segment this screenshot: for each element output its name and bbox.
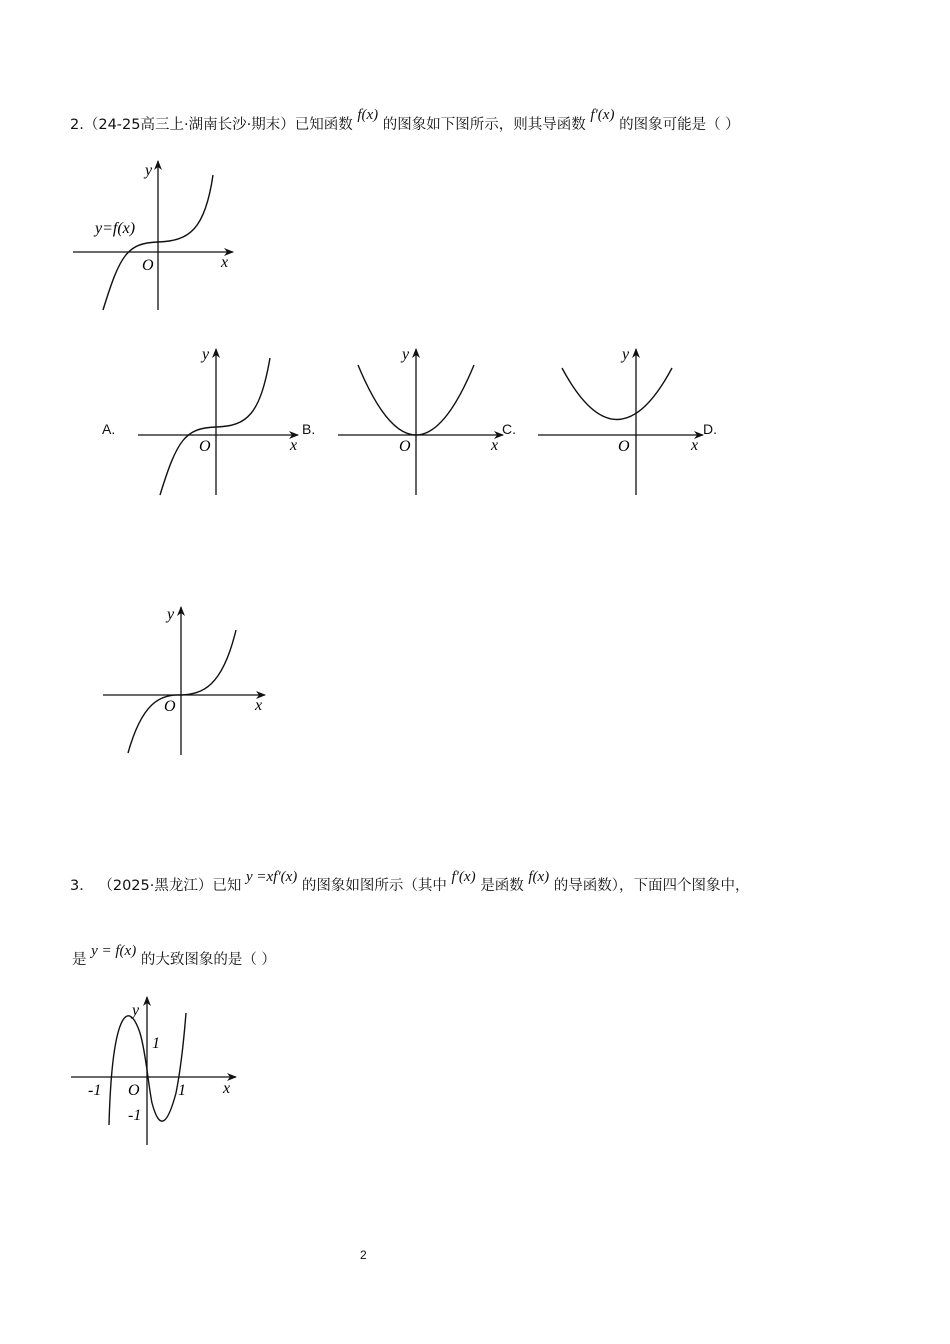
q3-text2: 的图象如图所示（其中 bbox=[301, 878, 447, 894]
q2-main-graph bbox=[65, 155, 245, 315]
origin-label: O bbox=[399, 438, 411, 455]
option-b-label[interactable]: B. bbox=[302, 421, 316, 437]
curve-label: y=f(x) bbox=[95, 220, 136, 237]
tick-neg-x: -1 bbox=[88, 1082, 102, 1099]
option-c-graph[interactable] bbox=[535, 343, 705, 498]
q3-fpx: f′(x) bbox=[451, 869, 476, 885]
tick-pos-y: 1 bbox=[152, 1035, 160, 1052]
y-label: y bbox=[622, 346, 630, 363]
tick-neg-y: -1 bbox=[128, 1107, 142, 1124]
q3-graph bbox=[68, 993, 248, 1153]
x-label: x bbox=[223, 1080, 231, 1097]
q2-text2: 的图象如下图所示，则其导函数 bbox=[382, 117, 586, 133]
q2-text1: 已知函数 bbox=[294, 117, 353, 133]
origin-label: O bbox=[618, 438, 630, 455]
x-label: x bbox=[491, 437, 499, 454]
option-b-graph[interactable] bbox=[335, 343, 505, 498]
q2-number: 2. bbox=[70, 117, 84, 133]
q2-text3: 的图象可能是（ ） bbox=[619, 117, 740, 133]
y-label: y bbox=[132, 1002, 140, 1019]
q3-text3: 是函数 bbox=[480, 878, 524, 894]
y-label: y bbox=[402, 346, 410, 363]
page-number: 2 bbox=[360, 1248, 367, 1262]
x-label: x bbox=[290, 437, 298, 454]
origin-label: O bbox=[128, 1082, 140, 1099]
x-label: x bbox=[691, 437, 699, 454]
q3-number: 3． bbox=[70, 878, 94, 894]
origin-label: O bbox=[199, 438, 211, 455]
option-a-label[interactable]: A. bbox=[102, 421, 116, 437]
option-d-graph[interactable] bbox=[100, 603, 275, 763]
q3-fx: f(x) bbox=[528, 869, 550, 885]
option-c-curve bbox=[562, 368, 672, 420]
x-label: x bbox=[255, 697, 263, 714]
option-c-label[interactable]: C. bbox=[502, 421, 516, 437]
origin-label: O bbox=[164, 698, 176, 715]
y-label: y bbox=[145, 162, 153, 179]
tick-pos-x: 1 bbox=[178, 1082, 186, 1099]
q3-text1: 已知 bbox=[212, 878, 242, 894]
option-d-curve bbox=[128, 630, 236, 753]
q2-stem bbox=[70, 107, 740, 134]
y-label: y bbox=[167, 606, 175, 623]
x-label: x bbox=[221, 254, 229, 271]
q3-line2-a: 是 bbox=[72, 952, 87, 968]
q2-fx: f(x) bbox=[357, 107, 379, 123]
origin-label: O bbox=[142, 257, 154, 274]
q3-line2-b: 的大致图象的是（ ） bbox=[140, 952, 276, 968]
q3-stem-line2 bbox=[72, 943, 276, 969]
q3-expr2: y = f(x) bbox=[91, 943, 137, 959]
q2-fpx: f′(x) bbox=[590, 107, 615, 123]
option-a-curve bbox=[160, 358, 270, 495]
option-d-label[interactable]: D. bbox=[703, 421, 717, 437]
y-label: y bbox=[202, 346, 210, 363]
q3-text4: 的导函数），下面四个图象中， bbox=[553, 878, 750, 894]
q2-source: （24-25高三上·湖南长沙·期末） bbox=[83, 117, 295, 133]
option-a-graph[interactable] bbox=[135, 343, 305, 498]
q3-source: （2025·黑龙江） bbox=[98, 878, 213, 894]
q3-stem-line1 bbox=[70, 869, 750, 895]
q3-expr: y =xf′(x) bbox=[245, 869, 298, 885]
